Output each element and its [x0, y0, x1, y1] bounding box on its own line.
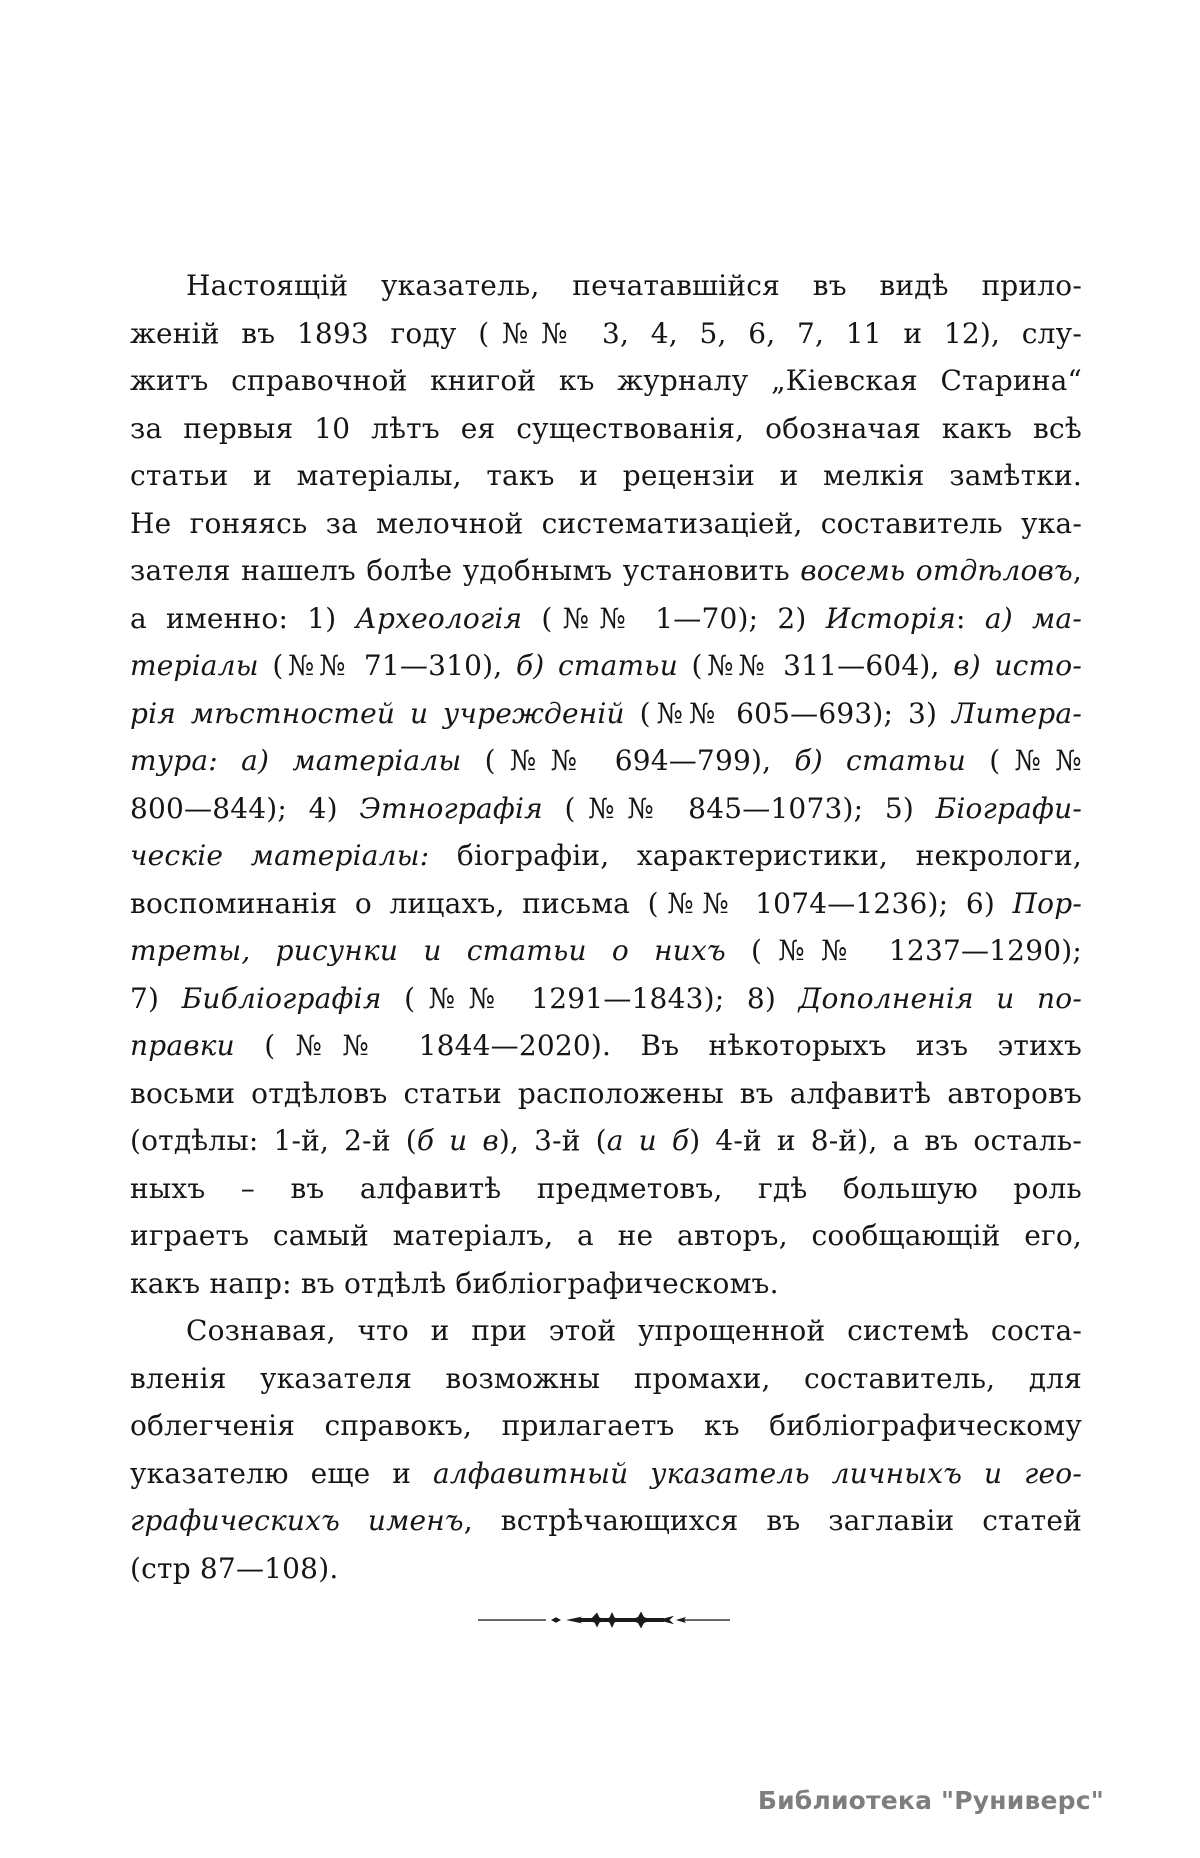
text-segment: указателю еще и	[130, 1456, 434, 1490]
text-line	[130, 1307, 1082, 1355]
text-segment: вленія указателя возможны промахи, составитель, для	[130, 1361, 1082, 1395]
text-line	[130, 1402, 1082, 1450]
text-segment: 800—844); 4)	[130, 791, 360, 825]
text-segment: зателя нашелъ болѣе удобнымъ установить	[130, 554, 801, 587]
text-segment	[218, 744, 241, 777]
text-segment: :	[956, 601, 985, 635]
text-line	[130, 310, 1082, 358]
text-segment: за первыя 10 лѣтъ ея существованія, обозначая какъ всѣ	[130, 411, 1082, 445]
text-line	[130, 880, 1082, 928]
text-line	[130, 452, 1082, 500]
text-segment: (№№ 71—310),	[258, 649, 516, 682]
italic-text-segment: теріалы	[130, 649, 259, 682]
page-text	[130, 262, 1082, 1592]
italic-text-segment: Дополненія и по-	[798, 981, 1082, 1015]
italic-text-segment: в) исто-	[953, 649, 1083, 682]
text-segment: облегченія справокъ, прилагаетъ къ библіографическому	[130, 1409, 1082, 1442]
text-line	[130, 1545, 1082, 1593]
text-line	[130, 1117, 1082, 1165]
text-line	[130, 975, 1082, 1023]
text-segment: Не гоняясь за мелочной систематизаціей, составитель ука-	[130, 506, 1082, 540]
text-line	[130, 785, 1082, 833]
text-line	[130, 1450, 1082, 1498]
italic-text-segment: Исторія	[825, 601, 957, 635]
italic-text-segment: Литера-	[951, 696, 1082, 730]
italic-text-segment: Пор-	[1012, 886, 1082, 920]
text-segment: житъ справочной книгой къ журналу „Кіевская Старина“	[130, 364, 1082, 397]
italic-text-segment: а) матеріалы	[241, 744, 462, 777]
text-line	[130, 1165, 1082, 1213]
italic-text-segment: правки	[130, 1029, 235, 1062]
text-segment: біографіи, характеристики, некрологи,	[429, 839, 1082, 872]
text-segment: ныхъ – въ алфавитѣ предметовъ, гдѣ большую роль	[130, 1171, 1082, 1205]
text-line	[130, 1497, 1082, 1545]
text-segment: (№№ 1—70); 2)	[522, 601, 826, 635]
text-segment: ) 4-й и 8-й), а въ осталь-	[689, 1124, 1083, 1157]
text-segment: Сознавая, что и при этой упрощенной системѣ соста-	[186, 1314, 1082, 1347]
text-line	[130, 357, 1082, 405]
text-segment: ,	[1072, 554, 1082, 587]
text-segment: статьи и матеріалы, такъ и рецензіи и мелкія замѣтки.	[130, 459, 1082, 492]
italic-text-segment: б) статьи	[794, 744, 967, 777]
text-segment: воспоминанія о лицахъ, письма (№№ 1074—1236); 6)	[130, 886, 1013, 920]
italic-text-segment: а) ма-	[984, 601, 1082, 635]
italic-text-segment: рія мѣстностей и учрежденій	[130, 696, 625, 730]
italic-text-segment: ческіе матеріалы:	[130, 839, 430, 872]
text-line	[130, 262, 1082, 310]
text-line	[130, 927, 1082, 975]
library-watermark: Библиотека "Руниверс"	[757, 1786, 1104, 1815]
text-segment: (№№ 1844—2020). Въ нѣкоторыхъ изъ этихъ	[234, 1029, 1082, 1062]
text-segment: (стр 87—108).	[130, 1551, 339, 1585]
italic-text-segment: а и б	[606, 1124, 690, 1157]
italic-text-segment: Библіографія	[181, 981, 382, 1015]
italic-text-segment: графическихъ именъ	[130, 1504, 464, 1537]
text-segment: (отдѣлы: 1-й, 2-й (	[130, 1124, 417, 1157]
text-segment: (№№ 1291—1843); 8)	[381, 981, 799, 1015]
text-segment: ), 3-й (	[498, 1124, 607, 1157]
divider-ornament-icon	[478, 1610, 730, 1630]
text-line	[130, 1022, 1082, 1070]
text-line	[130, 737, 1082, 785]
text-line	[130, 1355, 1082, 1403]
text-segment: (№№ 845—1073); 5)	[542, 791, 936, 825]
italic-text-segment: треты, рисунки и статьи о нихъ	[130, 934, 726, 967]
text-segment: а именно: 1)	[130, 601, 356, 635]
italic-text-segment: Біографи-	[935, 791, 1082, 825]
text-line	[130, 832, 1082, 880]
text-segment: Настоящій указатель, печатавшійся въ видѣ прило-	[186, 269, 1082, 302]
italic-text-segment: тура:	[130, 744, 218, 777]
text-segment: (№№ 1237—1290);	[725, 934, 1082, 967]
text-line	[130, 595, 1082, 643]
italic-text-segment: восемь отдѣловъ	[800, 554, 1073, 587]
text-line	[130, 642, 1082, 690]
text-segment: играетъ самый матеріалъ, а не авторъ, сообщающій его,	[130, 1219, 1082, 1252]
text-segment: женій въ 1893 году (№№ 3, 4, 5, 6, 7, 11 и 12), слу-	[130, 316, 1082, 350]
text-line	[130, 1212, 1082, 1260]
text-line	[130, 690, 1082, 738]
text-segment: 7)	[130, 981, 182, 1015]
text-line	[130, 500, 1082, 548]
italic-text-segment: Этнографія	[359, 791, 543, 825]
text-segment: (№№ 605—693); 3)	[624, 696, 952, 730]
text-line	[130, 1070, 1082, 1118]
italic-text-segment: Археологія	[355, 601, 523, 635]
text-segment: (№№ 694—799),	[461, 744, 795, 777]
text-segment: (№№	[966, 744, 1082, 777]
italic-text-segment: алфавитный указатель личныхъ и гео-	[433, 1456, 1083, 1490]
text-segment: , встрѣчающихся въ заглавіи статей	[463, 1504, 1082, 1537]
text-line	[130, 405, 1082, 453]
text-line	[130, 1260, 1082, 1308]
italic-text-segment: б) статьи	[515, 649, 678, 682]
text-segment: (№№ 311—604),	[677, 649, 954, 682]
text-line	[130, 547, 1082, 595]
text-segment: какъ напр: въ отдѣлѣ библіографическомъ.	[130, 1266, 779, 1300]
italic-text-segment: б и в	[416, 1124, 499, 1157]
text-segment: восьми отдѣловъ статьи расположены въ алфавитѣ авторовъ	[130, 1076, 1082, 1110]
